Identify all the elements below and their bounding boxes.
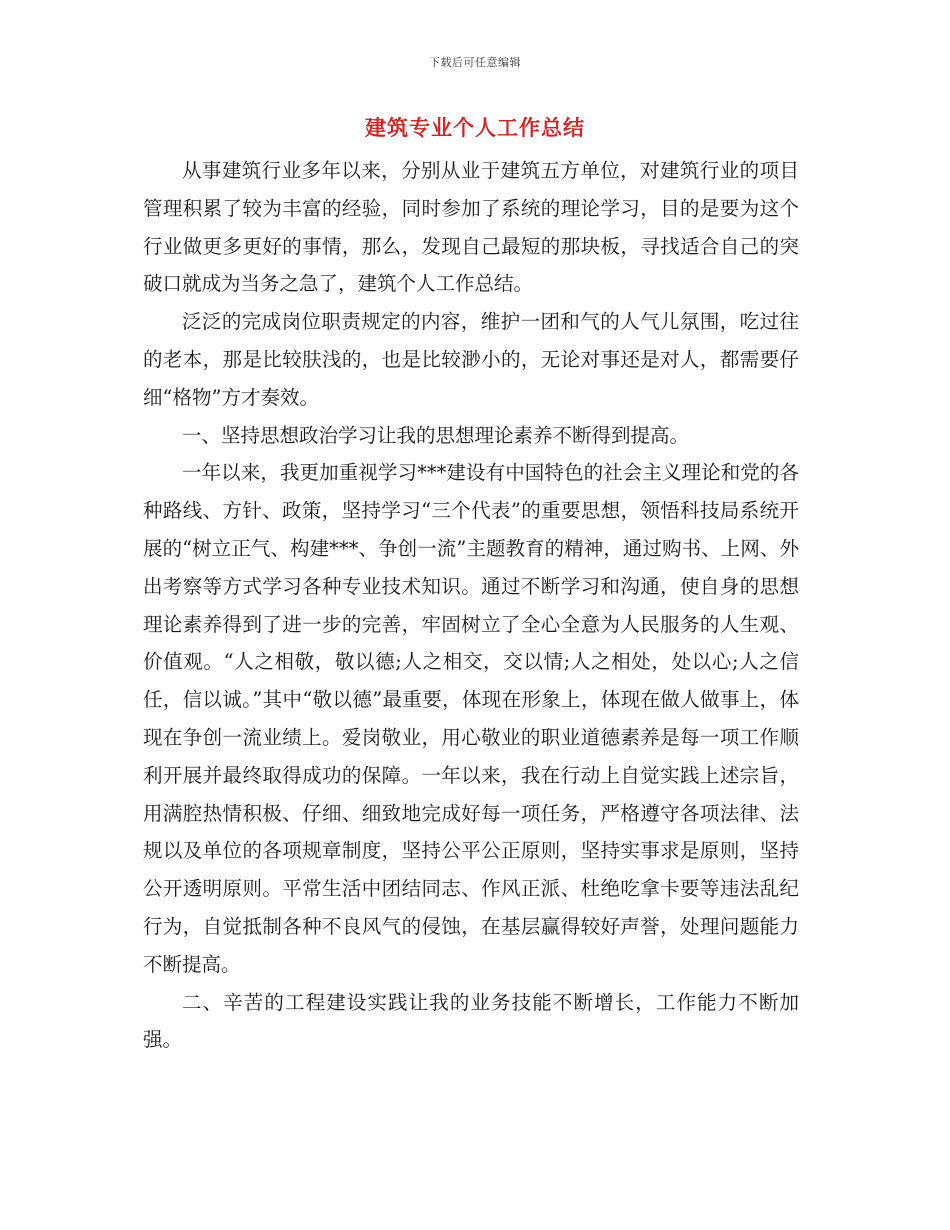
paragraph-intro: 从事建筑行业多年以来，分别从业于建筑五方单位，对建筑行业的项目管理积累了较为丰富的经验，同时参加了系统的理论学习，目的是要为这个行业做更多更好的事情，那么，发现自己最短的那块板，寻找适合自己的突破口就成为当务之急了，建筑个人工作总结。 xyxy=(143,159,799,296)
document-title: 建筑专业个人工作总结 xyxy=(365,115,585,140)
header-note: 下载后可任意编辑 xyxy=(429,56,521,69)
paragraph-attitude: 泛泛的完成岗位职责规定的内容，维护一团和气的人气儿氛围，吃过往的老本，那是比较肤浅的，也是比较渺小的，无论对事还是对人，都需要仔细“格物”方才奏效。 xyxy=(143,310,799,409)
paragraph-section-1: 一年以来，我更加重视学习***建设有中国特色的社会主义理论和党的各种路线、方针、政策，坚持学习“三个代表”的重要思想，领悟科技局系统开展的“树立正气、构建***、争创一流”主题教育的精神，通过购书、上网、外出考察等方式学习各种专业技术知识。通过不断学习和沟通，使自身的思想理论素养得到了进一步的完善，牢固树立了全心全意为人民服务的人生观、价值观。“人之相敬，敬以德;人之相交，交以情;人之相处，处以心;人之信任，信以诚。”其中“敬以德”最重要，体现在形象上，体现在做人做事上，体现在争创一流业绩上。爱岗敬业，用心敬业的职业道德素养是每一项工作顺利开展并最终取得成功的保障。一年以来，我在行动上自觉实践上述宗旨，用满腔热情积极、仔细、细致地完成好每一项任务，严格遵守各项法律、法规以及单位的各项规章制度，坚持公平公正原则，坚持实事求是原则，坚持公开透明原则。平常生活中团结同志、作风正派、杜绝吃拿卡要等违法乱纪行为，自觉抵制各种不良风气的侵蚀，在基层赢得较好声誉，处理问题能力不断提高。 xyxy=(143,461,799,976)
section-heading-2: 二、辛苦的工程建设实践让我的业务技能不断增长，工作能力不断加强。 xyxy=(143,990,799,1052)
section-heading-1: 一、坚持思想政治学习让我的思想理论素养不断得到提高。 xyxy=(182,423,690,447)
document-body xyxy=(143,152,799,1059)
